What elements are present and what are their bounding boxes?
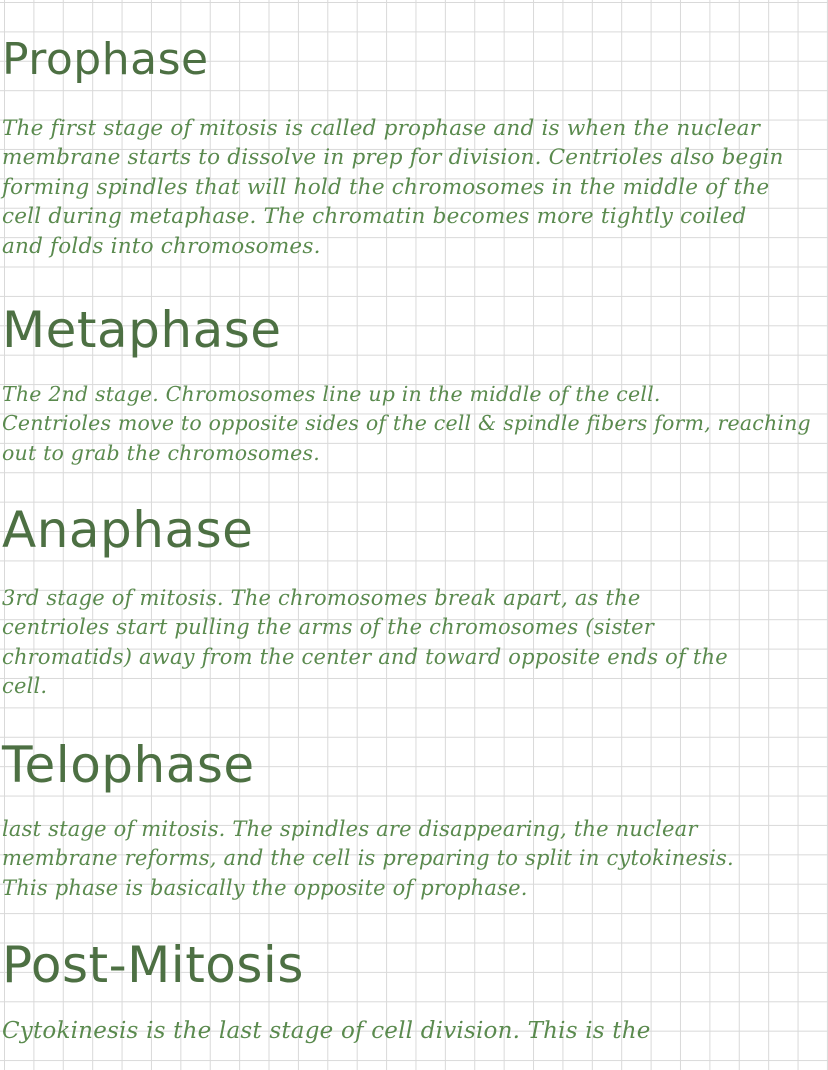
text-line: The 2nd stage. Chromosomes line up in the middle of the cell. bbox=[2, 382, 661, 406]
text-line: cell during metaphase. The chromatin becomes more tightly coiled bbox=[2, 204, 747, 230]
telophase-heading: Telophase bbox=[2, 736, 255, 794]
prophase-text bbox=[2, 114, 824, 261]
text-line: chromatids) away from the center and toward opposite ends of the bbox=[2, 644, 728, 669]
text-line: membrane starts to dissolve in prep for division. Centrioles also begin bbox=[2, 145, 784, 171]
post-mitosis-section bbox=[2, 935, 824, 1046]
post-mitosis-heading: Post-Mitosis bbox=[2, 936, 304, 994]
telophase-section bbox=[2, 735, 824, 903]
metaphase-section bbox=[2, 300, 824, 468]
text-line: and folds into chromosomes. bbox=[2, 233, 321, 259]
prophase-heading: Prophase bbox=[2, 34, 209, 85]
text-line: last stage of mitosis. The spindles are disappearing, the nuclear bbox=[2, 817, 698, 841]
text-line: cell. bbox=[2, 674, 48, 699]
metaphase-heading: Metaphase bbox=[2, 301, 282, 359]
text-line: forming spindles that will hold the chromosomes in the middle of the bbox=[2, 174, 770, 200]
text-line: out to grab the chromosomes. bbox=[2, 440, 320, 465]
telophase-text bbox=[2, 815, 824, 903]
text-line: membrane reforms, and the cell is preparing to split in cytokinesis. bbox=[2, 846, 734, 871]
prophase-section bbox=[2, 30, 824, 261]
anaphase-heading: Anaphase bbox=[2, 501, 254, 559]
post-mitosis-text bbox=[2, 1017, 824, 1046]
text-line: centrioles start pulling the arms of the chromosomes (sister bbox=[2, 615, 655, 640]
text-line: 3rd stage of mitosis. The chromosomes break apart, as the bbox=[2, 586, 641, 610]
text-line: Cytokinesis is the last stage of cell division. This is the bbox=[2, 1018, 651, 1044]
anaphase-section bbox=[2, 500, 824, 702]
text-line: The first stage of mitosis is called prophase and is when the nuclear bbox=[2, 116, 761, 141]
metaphase-text bbox=[2, 380, 824, 468]
text-line: Centrioles move to opposite sides of the cell & spindle fibers form, reaching bbox=[2, 411, 811, 436]
text-line: This phase is basically the opposite of prophase. bbox=[2, 875, 528, 900]
anaphase-text bbox=[2, 584, 824, 702]
